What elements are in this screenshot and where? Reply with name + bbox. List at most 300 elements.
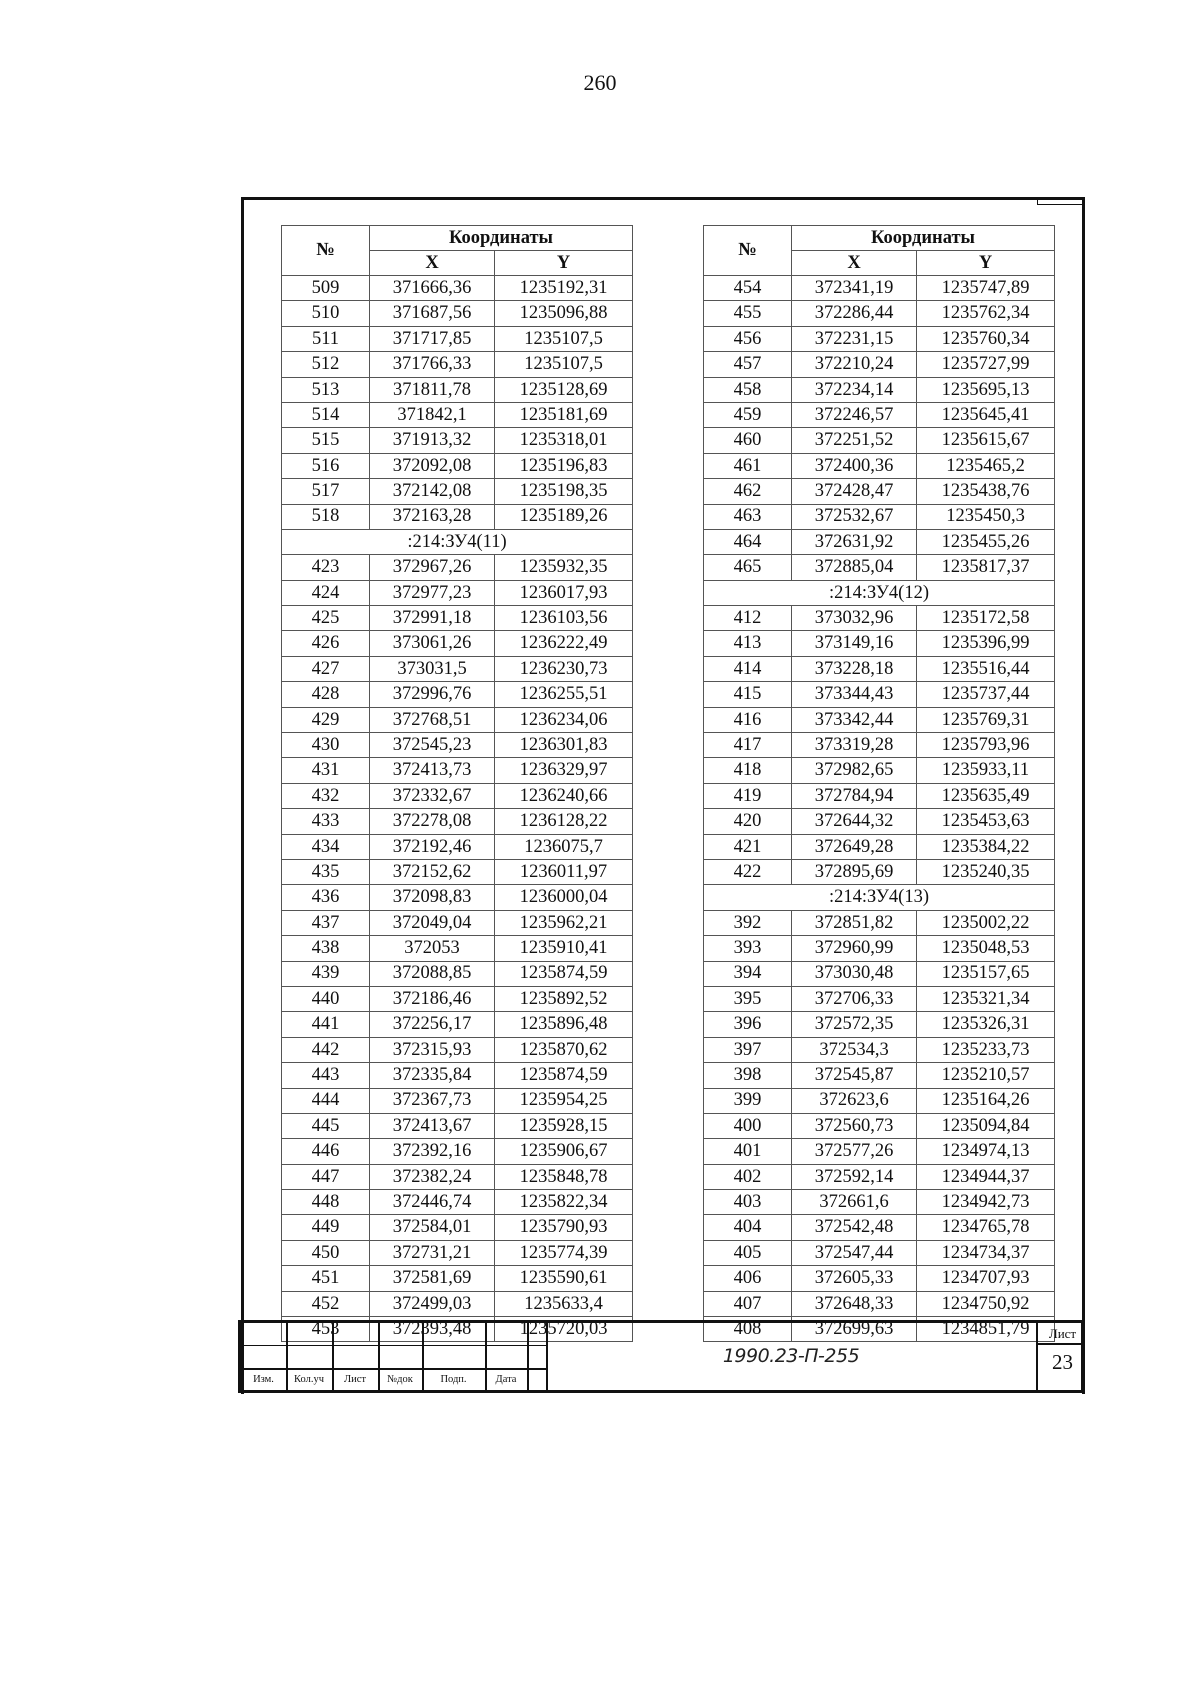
coord-x: 372256,17	[370, 1012, 495, 1037]
section-label: :214:ЗУ4(13)	[704, 885, 1055, 910]
point-number: 454	[704, 276, 792, 301]
point-number: 465	[704, 555, 792, 580]
table-left-body	[282, 226, 633, 1342]
coord-y: 1235096,88	[495, 301, 633, 326]
point-number: 443	[282, 1063, 370, 1088]
point-number: 399	[704, 1088, 792, 1113]
title-block	[238, 1320, 1084, 1393]
coord-x: 373228,18	[792, 656, 917, 681]
coord-y: 1235817,37	[917, 555, 1055, 580]
coord-x: 372885,04	[792, 555, 917, 580]
table-row	[282, 352, 633, 377]
coord-x: 372851,82	[792, 910, 917, 935]
table-row	[282, 1215, 633, 1240]
coord-x: 372532,67	[792, 504, 917, 529]
point-number: 427	[282, 656, 370, 681]
point-number: 462	[704, 479, 792, 504]
point-number: 460	[704, 428, 792, 453]
coord-y: 1234974,13	[917, 1139, 1055, 1164]
table-row	[282, 656, 633, 681]
stamp-label-signature: Подп.	[440, 1374, 467, 1385]
coord-y: 1234944,37	[917, 1164, 1055, 1189]
coord-x: 372577,26	[792, 1139, 917, 1164]
coord-x: 371913,32	[370, 428, 495, 453]
table-row	[704, 1063, 1055, 1088]
table-header-row	[704, 226, 1055, 251]
coord-y: 1234734,37	[917, 1240, 1055, 1265]
coord-y: 1235870,62	[495, 1037, 633, 1062]
coord-x: 372623,6	[792, 1088, 917, 1113]
coord-x: 372661,6	[792, 1190, 917, 1215]
coord-y: 1235633,4	[495, 1291, 633, 1316]
table-row	[282, 733, 633, 758]
coord-x: 371842,1	[370, 402, 495, 427]
table-row	[704, 809, 1055, 834]
point-number: 431	[282, 758, 370, 783]
point-number: 446	[282, 1139, 370, 1164]
point-number: 456	[704, 326, 792, 351]
coord-x: 373319,28	[792, 733, 917, 758]
coord-x: 373061,26	[370, 631, 495, 656]
table-row	[704, 1240, 1055, 1265]
point-number: 517	[282, 479, 370, 504]
table-row	[282, 1266, 633, 1291]
table-row	[704, 555, 1055, 580]
table-row	[704, 1266, 1055, 1291]
coord-y: 1235128,69	[495, 377, 633, 402]
coord-x: 372648,33	[792, 1291, 917, 1316]
stamp-row-line	[241, 1345, 546, 1346]
table-row	[282, 783, 633, 808]
table-row	[282, 1240, 633, 1265]
coord-x: 372382,24	[370, 1164, 495, 1189]
coord-x: 373344,43	[792, 682, 917, 707]
table-row	[282, 986, 633, 1011]
coord-x: 372960,99	[792, 936, 917, 961]
coord-y: 1235002,22	[917, 910, 1055, 935]
coord-y: 1236000,04	[495, 885, 633, 910]
coord-y: 1235793,96	[917, 733, 1055, 758]
coord-x: 371766,33	[370, 352, 495, 377]
coord-x: 373149,16	[792, 631, 917, 656]
coord-y: 1234750,92	[917, 1291, 1055, 1316]
stamp-row-line	[241, 1368, 546, 1370]
table-row	[282, 1113, 633, 1138]
coord-y: 1235892,52	[495, 986, 633, 1011]
table-row	[704, 707, 1055, 732]
stamp-label-docno: №док	[387, 1374, 413, 1385]
coord-y: 1235107,5	[495, 352, 633, 377]
point-number: 435	[282, 859, 370, 884]
coord-y: 1235465,2	[917, 453, 1055, 478]
point-number: 432	[282, 783, 370, 808]
stamp-label-date: Дата	[495, 1374, 517, 1385]
coord-y: 1234942,73	[917, 1190, 1055, 1215]
point-number: 405	[704, 1240, 792, 1265]
section-row	[282, 529, 633, 554]
coord-y: 1235635,49	[917, 783, 1055, 808]
coord-y: 1235455,26	[917, 529, 1055, 554]
stamp-label-sheet: Лист	[344, 1374, 366, 1385]
coord-x: 372699,63	[792, 1317, 917, 1342]
coord-x: 373030,48	[792, 961, 917, 986]
sheet-divider	[1038, 1343, 1084, 1345]
point-number: 415	[704, 682, 792, 707]
coord-y: 1235874,59	[495, 961, 633, 986]
table-row	[704, 276, 1055, 301]
coord-x: 372545,87	[792, 1063, 917, 1088]
table-row	[282, 809, 633, 834]
header-number: №	[704, 226, 792, 276]
coord-y: 1235326,31	[917, 1012, 1055, 1037]
coord-x: 372231,15	[792, 326, 917, 351]
coord-x: 372246,57	[792, 402, 917, 427]
point-number: 433	[282, 809, 370, 834]
point-number: 419	[704, 783, 792, 808]
document-code: 1990.23-П-255	[722, 1345, 860, 1367]
point-number: 398	[704, 1063, 792, 1088]
coord-y: 1235874,59	[495, 1063, 633, 1088]
table-row	[282, 428, 633, 453]
point-number: 457	[704, 352, 792, 377]
coord-x: 372706,33	[792, 986, 917, 1011]
point-number: 416	[704, 707, 792, 732]
coord-y: 1235737,44	[917, 682, 1055, 707]
table-row	[704, 656, 1055, 681]
section-label: :214:ЗУ4(12)	[704, 580, 1055, 605]
table-row	[282, 276, 633, 301]
point-number: 396	[704, 1012, 792, 1037]
table-row	[704, 1037, 1055, 1062]
frame-corner-tab	[1037, 197, 1083, 205]
point-number: 461	[704, 453, 792, 478]
point-number: 439	[282, 961, 370, 986]
header-x: X	[792, 251, 917, 276]
point-number: 421	[704, 834, 792, 859]
table-row	[282, 606, 633, 631]
point-number: 458	[704, 377, 792, 402]
point-number: 420	[704, 809, 792, 834]
coord-y: 1235107,5	[495, 326, 633, 351]
coord-x: 372335,84	[370, 1063, 495, 1088]
coord-y: 1235762,34	[917, 301, 1055, 326]
coord-y: 1235747,89	[917, 276, 1055, 301]
coord-y: 1235181,69	[495, 402, 633, 427]
stamp-label-change: Изм.	[253, 1374, 274, 1385]
coord-y: 1235196,83	[495, 453, 633, 478]
point-number: 422	[704, 859, 792, 884]
coord-y: 1235438,76	[917, 479, 1055, 504]
coord-y: 1236103,56	[495, 606, 633, 631]
coord-y: 1235192,31	[495, 276, 633, 301]
coord-x: 371811,78	[370, 377, 495, 402]
coord-y: 1235932,35	[495, 555, 633, 580]
table-row	[704, 1215, 1055, 1240]
coord-x: 372605,33	[792, 1266, 917, 1291]
coord-x: 372644,32	[792, 809, 917, 834]
table-row	[704, 504, 1055, 529]
coord-x: 372572,35	[792, 1012, 917, 1037]
coord-x: 372547,44	[792, 1240, 917, 1265]
coord-y: 1236240,66	[495, 783, 633, 808]
coord-y: 1236128,22	[495, 809, 633, 834]
point-number: 392	[704, 910, 792, 935]
coord-y: 1235453,63	[917, 809, 1055, 834]
table-row	[282, 936, 633, 961]
coord-y: 1236230,73	[495, 656, 633, 681]
coord-x: 372784,94	[792, 783, 917, 808]
table-row	[704, 529, 1055, 554]
coord-x: 372446,74	[370, 1190, 495, 1215]
point-number: 428	[282, 682, 370, 707]
point-number: 402	[704, 1164, 792, 1189]
point-number: 407	[704, 1291, 792, 1316]
coord-y: 1235396,99	[917, 631, 1055, 656]
point-number: 423	[282, 555, 370, 580]
point-number: 440	[282, 986, 370, 1011]
coord-y: 1236329,97	[495, 758, 633, 783]
table-row	[704, 301, 1055, 326]
coordinates-table-left	[281, 225, 633, 1342]
coord-y: 1235318,01	[495, 428, 633, 453]
stamp-divider	[527, 1323, 529, 1390]
coord-x: 372392,16	[370, 1139, 495, 1164]
coord-x: 372367,73	[370, 1088, 495, 1113]
point-number: 518	[282, 504, 370, 529]
point-number: 429	[282, 707, 370, 732]
table-row	[282, 1190, 633, 1215]
table-row	[704, 733, 1055, 758]
point-number: 418	[704, 758, 792, 783]
coord-y: 1236255,51	[495, 682, 633, 707]
coord-x: 372499,03	[370, 1291, 495, 1316]
coord-x: 372428,47	[792, 479, 917, 504]
header-y: Y	[917, 251, 1055, 276]
table-row	[282, 504, 633, 529]
coord-x: 372049,04	[370, 910, 495, 935]
table-row	[704, 910, 1055, 935]
coord-x: 372731,21	[370, 1240, 495, 1265]
coord-y: 1235233,73	[917, 1037, 1055, 1062]
coord-x: 372092,08	[370, 453, 495, 478]
coord-x: 372560,73	[792, 1113, 917, 1138]
coord-x: 371666,36	[370, 276, 495, 301]
sheet-label: Лист	[1048, 1326, 1077, 1341]
coord-y: 1236234,06	[495, 707, 633, 732]
point-number: 447	[282, 1164, 370, 1189]
coord-x: 372534,3	[792, 1037, 917, 1062]
coord-y: 1235822,34	[495, 1190, 633, 1215]
sheet-number: 23	[1052, 1350, 1073, 1374]
coord-x: 372592,14	[792, 1164, 917, 1189]
table-row	[704, 783, 1055, 808]
point-number: 513	[282, 377, 370, 402]
coord-x: 372400,36	[792, 453, 917, 478]
point-number: 438	[282, 936, 370, 961]
table-row	[704, 1190, 1055, 1215]
coord-y: 1235164,26	[917, 1088, 1055, 1113]
coord-y: 1236011,97	[495, 859, 633, 884]
coord-y: 1235172,58	[917, 606, 1055, 631]
table-row	[704, 606, 1055, 631]
table-row	[704, 1113, 1055, 1138]
coord-y: 1235954,25	[495, 1088, 633, 1113]
table-row	[282, 1037, 633, 1062]
coord-y: 1235157,65	[917, 961, 1055, 986]
section-label: :214:ЗУ4(11)	[282, 529, 633, 554]
coord-x: 372278,08	[370, 809, 495, 834]
table-row	[282, 377, 633, 402]
point-number: 510	[282, 301, 370, 326]
table-row	[704, 1012, 1055, 1037]
point-number: 459	[704, 402, 792, 427]
coord-y: 1235962,21	[495, 910, 633, 935]
point-number: 393	[704, 936, 792, 961]
point-number: 451	[282, 1266, 370, 1291]
point-number: 515	[282, 428, 370, 453]
coord-x: 372967,26	[370, 555, 495, 580]
point-number: 426	[282, 631, 370, 656]
table-row	[704, 936, 1055, 961]
table-row	[282, 1063, 633, 1088]
table-row	[704, 377, 1055, 402]
point-number: 464	[704, 529, 792, 554]
point-number: 448	[282, 1190, 370, 1215]
coord-x: 372991,18	[370, 606, 495, 631]
point-number: 425	[282, 606, 370, 631]
coord-y: 1236301,83	[495, 733, 633, 758]
coord-y: 1235760,34	[917, 326, 1055, 351]
coord-y: 1235848,78	[495, 1164, 633, 1189]
table-row	[282, 301, 633, 326]
coord-y: 1235906,67	[495, 1139, 633, 1164]
coord-x: 372545,23	[370, 733, 495, 758]
header-x: X	[370, 251, 495, 276]
coord-y: 1235384,22	[917, 834, 1055, 859]
section-row	[704, 580, 1055, 605]
point-number: 397	[704, 1037, 792, 1062]
coord-x: 372234,14	[792, 377, 917, 402]
coord-x: 372996,76	[370, 682, 495, 707]
point-number: 424	[282, 580, 370, 605]
table-row	[704, 834, 1055, 859]
point-number: 514	[282, 402, 370, 427]
coord-x: 372768,51	[370, 707, 495, 732]
table-row	[282, 910, 633, 935]
table-row	[282, 402, 633, 427]
coord-x: 372649,28	[792, 834, 917, 859]
point-number: 404	[704, 1215, 792, 1240]
point-number: 452	[282, 1291, 370, 1316]
table-row	[282, 555, 633, 580]
table-row	[704, 986, 1055, 1011]
point-number: 445	[282, 1113, 370, 1138]
point-number: 444	[282, 1088, 370, 1113]
coord-x: 371717,85	[370, 326, 495, 351]
coord-y: 1235928,15	[495, 1113, 633, 1138]
coord-y: 1234707,93	[917, 1266, 1055, 1291]
coord-x: 372192,46	[370, 834, 495, 859]
table-row	[704, 631, 1055, 656]
coord-x: 373032,96	[792, 606, 917, 631]
coord-x: 372098,83	[370, 885, 495, 910]
table-row	[704, 453, 1055, 478]
coord-y: 1235615,67	[917, 428, 1055, 453]
table-row	[282, 631, 633, 656]
table-row	[704, 859, 1055, 884]
coord-x: 372895,69	[792, 859, 917, 884]
coord-x: 372584,01	[370, 1215, 495, 1240]
point-number: 417	[704, 733, 792, 758]
table-row	[282, 1139, 633, 1164]
table-row	[282, 1088, 633, 1113]
point-number: 463	[704, 504, 792, 529]
point-number: 395	[704, 986, 792, 1011]
table-row	[704, 758, 1055, 783]
coord-x: 372413,67	[370, 1113, 495, 1138]
coordinates-table-right	[703, 225, 1055, 1342]
point-number: 394	[704, 961, 792, 986]
coord-x: 372982,65	[792, 758, 917, 783]
table-row	[282, 453, 633, 478]
point-number: 436	[282, 885, 370, 910]
coord-y: 1235048,53	[917, 936, 1055, 961]
table-row	[704, 1088, 1055, 1113]
coord-y: 1235769,31	[917, 707, 1055, 732]
point-number: 403	[704, 1190, 792, 1215]
point-number: 430	[282, 733, 370, 758]
coord-y: 1235645,41	[917, 402, 1055, 427]
table-row	[282, 834, 633, 859]
coord-x: 372053	[370, 936, 495, 961]
coord-y: 1235450,3	[917, 504, 1055, 529]
coord-x: 372977,23	[370, 580, 495, 605]
table-row	[704, 1291, 1055, 1316]
coord-x: 372210,24	[792, 352, 917, 377]
point-number: 449	[282, 1215, 370, 1240]
table-row	[282, 885, 633, 910]
coord-x: 372251,52	[792, 428, 917, 453]
coord-y: 1234765,78	[917, 1215, 1055, 1240]
table-row	[704, 352, 1055, 377]
coord-x: 372332,67	[370, 783, 495, 808]
coord-y: 1235210,57	[917, 1063, 1055, 1088]
coord-x: 372315,93	[370, 1037, 495, 1062]
point-number: 437	[282, 910, 370, 935]
coord-x: 373031,5	[370, 656, 495, 681]
point-number: 512	[282, 352, 370, 377]
coord-y: 1235321,34	[917, 986, 1055, 1011]
coord-y: 1235695,13	[917, 377, 1055, 402]
table-row	[282, 682, 633, 707]
coord-y: 1235720,03	[495, 1317, 633, 1342]
point-number: 442	[282, 1037, 370, 1062]
coord-y: 1234851,79	[917, 1317, 1055, 1342]
coord-x: 372542,48	[792, 1215, 917, 1240]
coord-y: 1235910,41	[495, 936, 633, 961]
header-coordinates: Координаты	[370, 226, 633, 251]
table-row	[282, 326, 633, 351]
coord-y: 1236075,7	[495, 834, 633, 859]
point-number: 450	[282, 1240, 370, 1265]
coord-y: 1235094,84	[917, 1113, 1055, 1138]
point-number: 453	[282, 1317, 370, 1342]
coord-y: 1236017,93	[495, 580, 633, 605]
table-row	[704, 1164, 1055, 1189]
coord-x: 372186,46	[370, 986, 495, 1011]
table-row	[704, 326, 1055, 351]
header-coordinates: Координаты	[792, 226, 1055, 251]
